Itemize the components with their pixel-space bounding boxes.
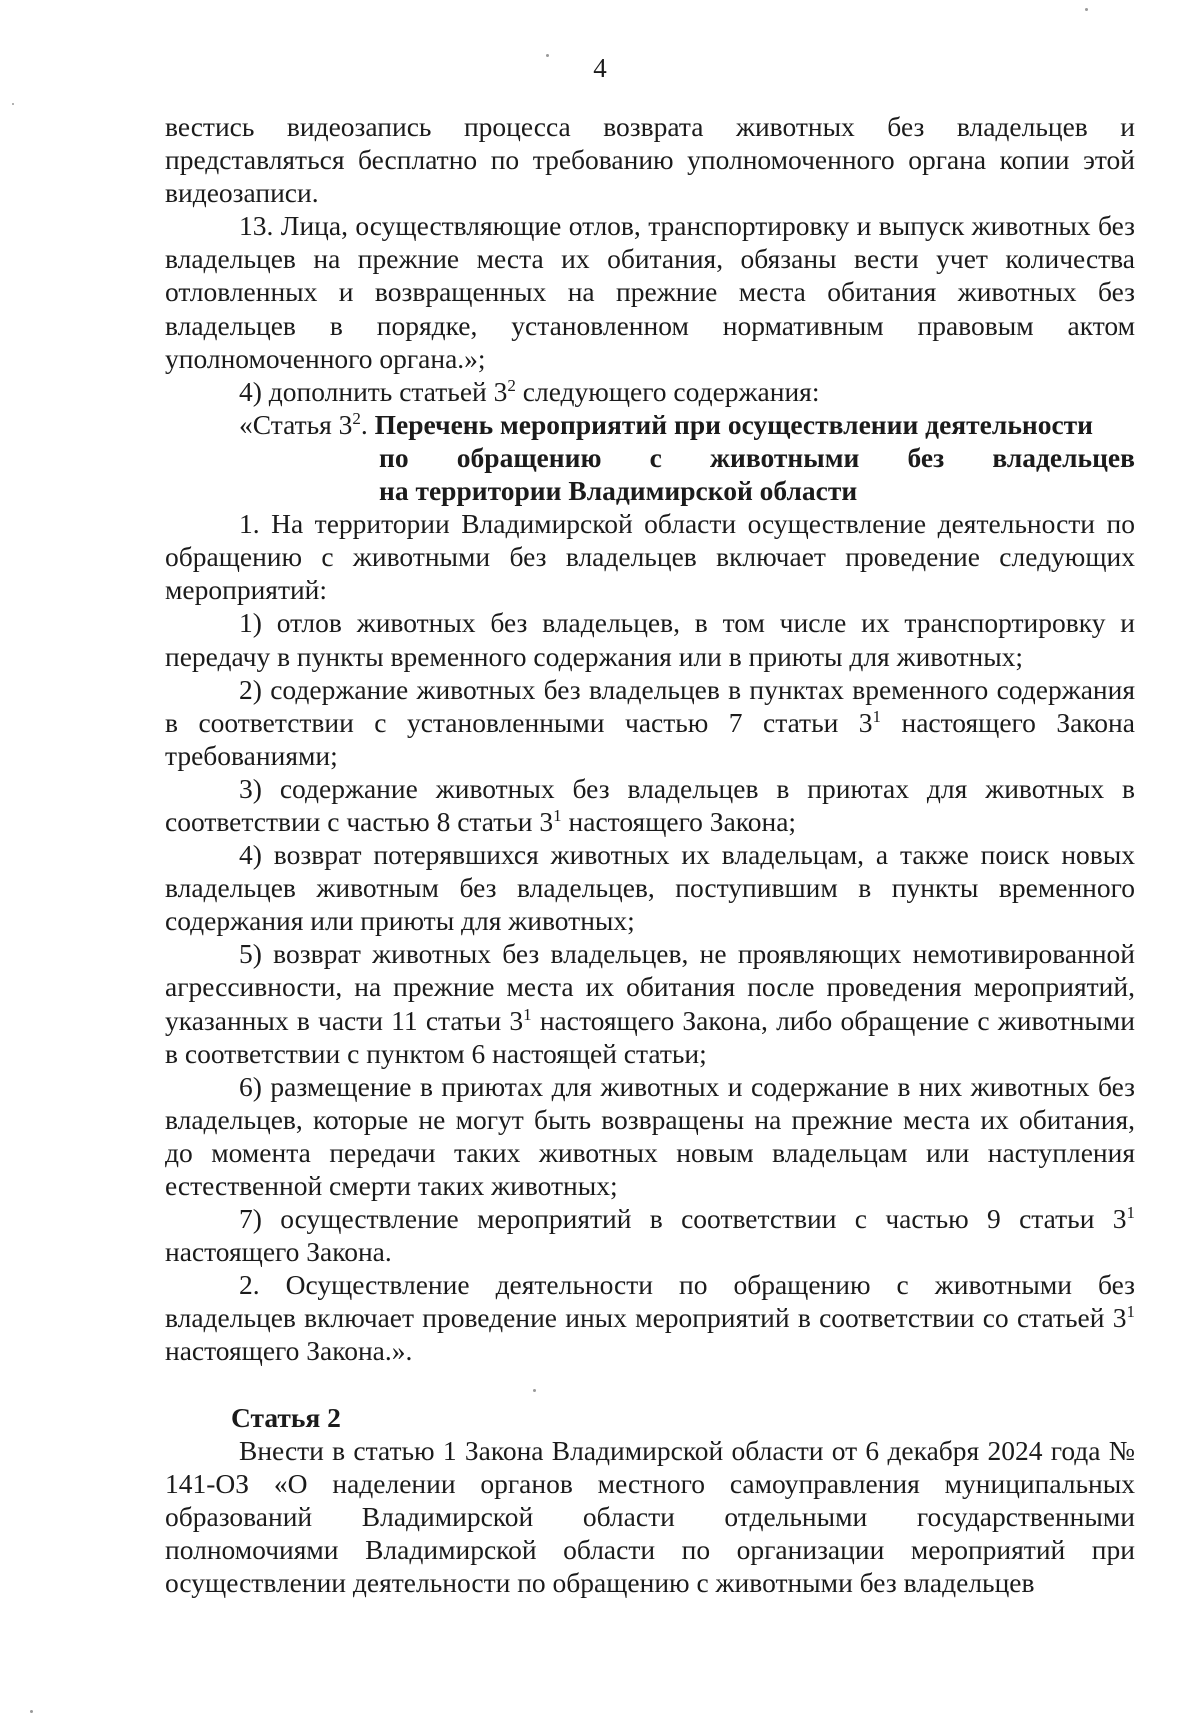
scan-speck xyxy=(12,103,14,105)
article-2-heading: Статья 2 xyxy=(231,1401,341,1433)
list-item-2-text-end: настоящего Закона требованиями; xyxy=(165,706,1135,771)
article-lead xyxy=(239,409,375,440)
list-item-7-text-end: настоящего Закона. xyxy=(165,1236,392,1268)
list-item-7-text: 7) осуществление мероприятий в соответствии с частью 9 статьи 3 xyxy=(239,1203,1127,1235)
list-item-3-superscript: 1 xyxy=(553,805,562,825)
list-item-3-text-end: настоящего Закона; xyxy=(561,805,797,837)
paragraph-item-13: 13. Лица, осуществляющие отлов, транспортировку и выпуск животных без владельцев на прежние места их обитания, обязаны вести учет количества отловленных и возвращенных на прежние места обитания животных без владельцев в порядке, установленном нормативным правовым актом уполномоченного органа.»; xyxy=(165,210,1135,374)
list-item-5-superscript: 1 xyxy=(523,1004,532,1024)
part-2-text: 2. Осуществление деятельности по обращению с животными без владельцев включает проведение иных мероприятий в соответствии со статьей 3 xyxy=(165,1269,1135,1334)
article-lead-dot: . xyxy=(360,408,375,440)
amendment-text-end: следующего содержания: xyxy=(515,375,820,407)
article-title-line-1: Перечень мероприятий при осуществлении деятельности xyxy=(374,408,1094,440)
paragraph-article-2: Внести в статью 1 Закона Владимирской области от 6 декабря 2024 года № 141-ОЗ «О наделении органов местного самоуправления муниципальных образований Владимирской области отдельными государственными полномочиями Владимирской области по организации мероприятий при осуществлении деятельности по обращению с животными без владельцев xyxy=(165,1434,1135,1599)
paragraph-video-recording: вестись видеозапись процесса возврата животных без владельцев и представляться бесплатно по требованию уполномоченного органа копии этой видеозаписи. xyxy=(165,111,1135,209)
article-lead-superscript: 2 xyxy=(352,408,361,428)
part-2-superscript: 1 xyxy=(1126,1302,1135,1322)
amendment-text: 4) дополнить статьей 3 xyxy=(239,375,508,407)
list-item-3 xyxy=(165,772,1135,838)
list-item-6: 6) размещение в приютах для животных и содержание в них животных без владельцев, которые не могут быть возвращены на прежние места их обитания, до момента передачи таких животных новым владельцам или наступления естественной смерти таких животных; xyxy=(165,1070,1135,1201)
list-item-3-text: 3) содержание животных без владельцев в приютах для животных в соответствии с частью 8 статьи 3 xyxy=(165,772,1135,837)
list-item-5 xyxy=(165,937,1135,1069)
article-lead-text: «Статья 3 xyxy=(239,408,353,440)
list-item-5-text-end: настоящего Закона, либо обращение с животными в соответствии с пунктом 6 настоящей статьи; xyxy=(165,1004,1136,1069)
list-item-5-text: 5) возврат животных без владельцев, не проявляющих немотивированной агрессивности, на прежние места их обитания после проведения мероприятий, указанных в части 11 статьи 3 xyxy=(165,938,1135,1036)
list-item-1: 1) отлов животных без владельцев, в том числе их транспортировку и передачу в пункты временного содержания или в приюты для животных; xyxy=(165,607,1135,672)
scan-speck xyxy=(1085,8,1088,11)
part-2-text-end: настоящего Закона.». xyxy=(165,1335,413,1367)
list-item-2-superscript: 1 xyxy=(872,706,882,726)
paragraph-amendment-4 xyxy=(165,375,1135,408)
page-number: 4 xyxy=(593,53,607,83)
article-title-line-2: по обращению с животными без владельцев xyxy=(379,441,1135,473)
paragraph-part-2 xyxy=(165,1268,1135,1367)
article-title-line-3: на территории Владимирской области xyxy=(379,475,858,507)
paragraph-part-1: 1. На территории Владимирской области осуществление деятельности по обращению с животными без владельцев включает проведение следующих мероприятий: xyxy=(165,508,1135,606)
scan-speck xyxy=(533,1389,536,1392)
article-3-2-heading xyxy=(165,408,1135,507)
amendment-superscript: 2 xyxy=(507,375,516,395)
scan-speck xyxy=(30,1710,33,1713)
list-item-2-text: 2) содержание животных без владельцев в пунктах временного содержания в соответствии с установленными частью 7 статьи 3 xyxy=(165,673,1135,738)
list-item-7 xyxy=(165,1202,1135,1268)
scan-speck xyxy=(546,54,549,57)
list-item-2 xyxy=(165,673,1135,772)
list-item-4: 4) возврат потерявшихся животных их владельцам, а также поиск новых владельцев животным без владельцев, поступившим в пункты временного содержания или приюты для животных; xyxy=(165,839,1135,937)
list-item-7-superscript: 1 xyxy=(1126,1203,1135,1223)
document-body xyxy=(165,110,1135,1599)
